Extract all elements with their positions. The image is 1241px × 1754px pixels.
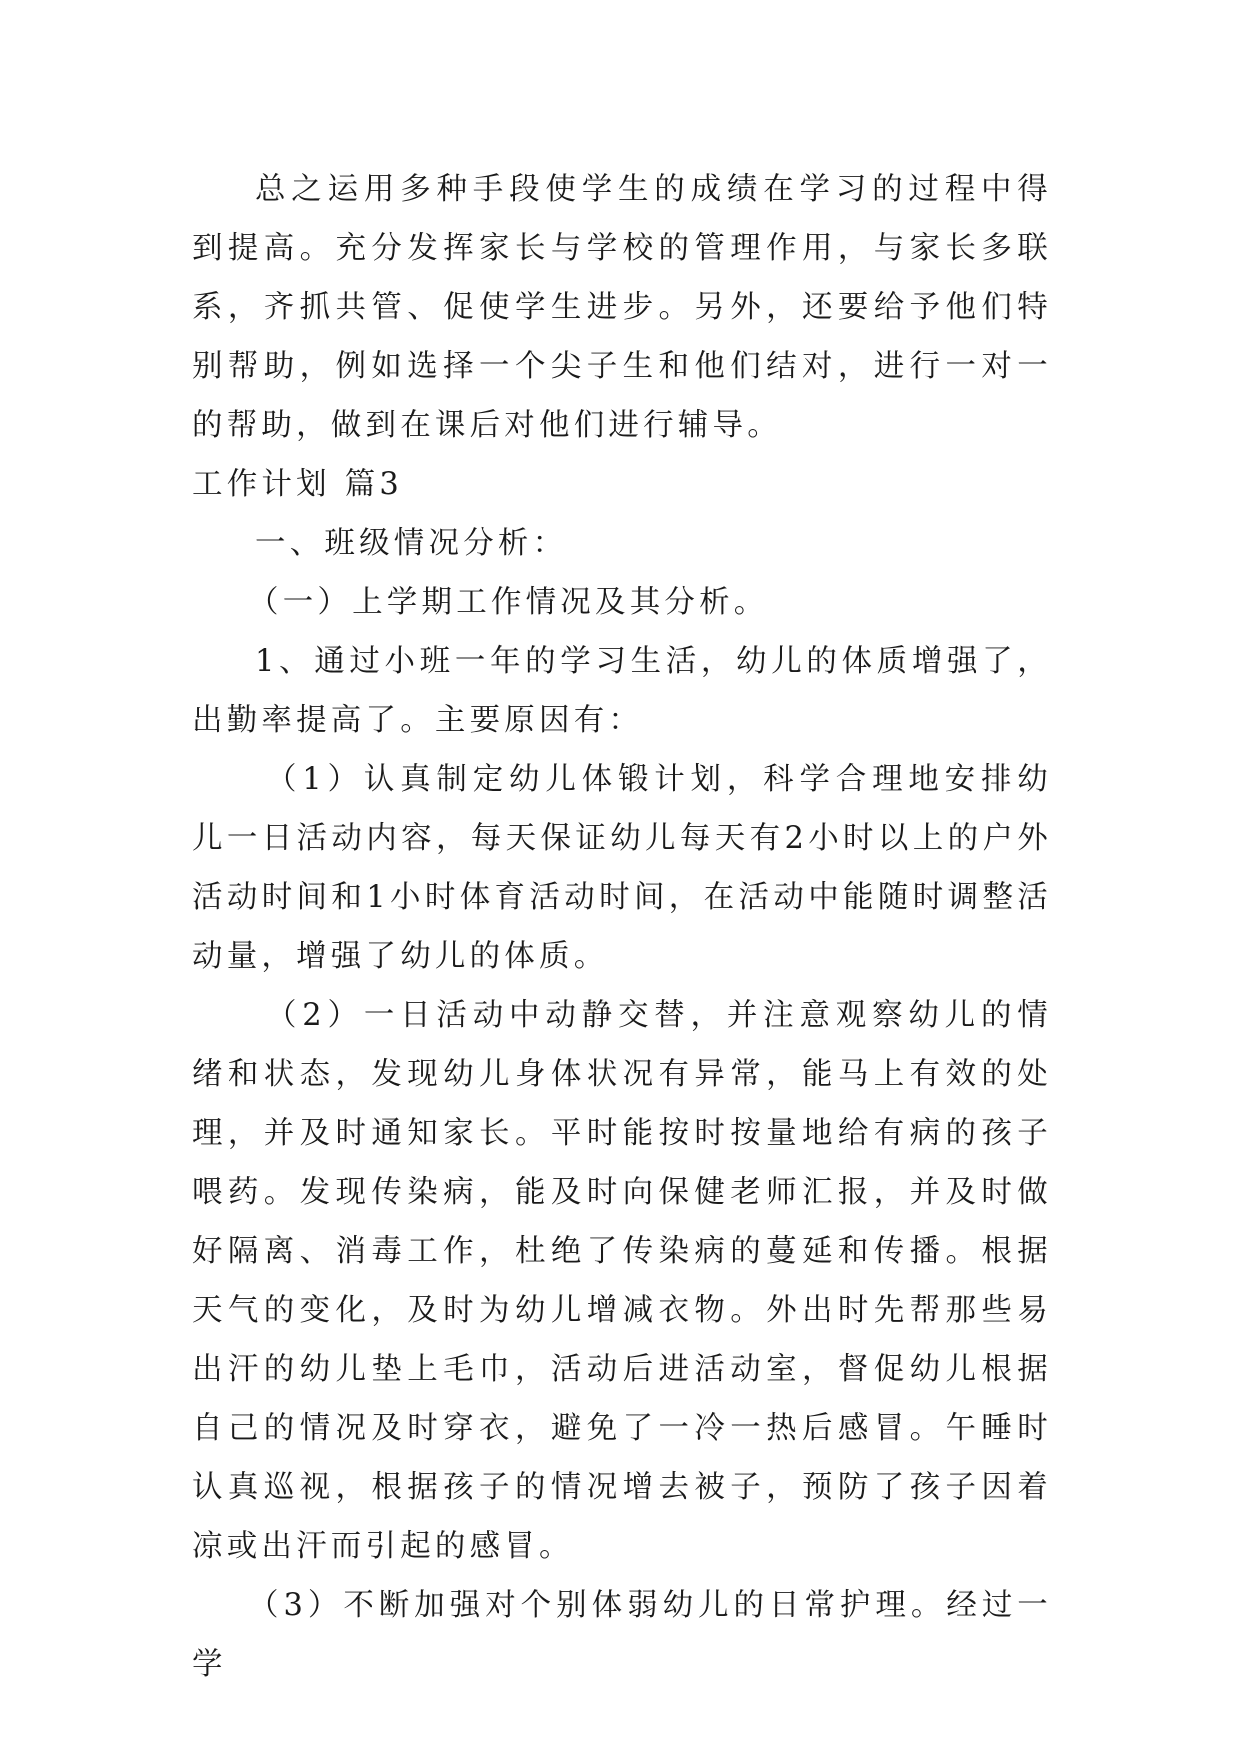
paragraph-class-analysis: 一、班级情况分析： [255, 526, 568, 561]
section-heading: 工作计划 篇3 [192, 467, 403, 502]
paragraph-item-2: （2）一日活动中动静交替，并注意观察幼儿的情绪和状态，发现幼儿身体状况有异常，能马上有效的处理，并及时通知家长。平时能按时按量地给有病的孩子喂药。发现传染病，能及时向保健老师汇报，并及时做好隔离、消毒工作，杜绝了传染病的蔓延和传播。根据天气的变化，及时为幼儿增减衣物。外出时先帮那些易出汗的幼儿垫上毛巾，活动后进活动室，督促幼儿根据自己的情况及时穿衣，避免了一冷一热后感冒。午睡时认真巡视，根据孩子的情况增去被子，预防了孩子因着凉或出汗而引起的感冒。 [192, 998, 1052, 1564]
paragraph-summary: 总之运用多种手段使学生的成绩在学习的过程中得到提高。充分发挥家长与学校的管理作用，与家长多联系，齐抓共管、促使学生进步。另外，还要给予他们特别帮助，例如选择一个尖子生和他们结对，进行一对一的帮助，做到在课后对他们进行辅导。 [192, 172, 1052, 443]
document-body [192, 160, 1052, 1694]
paragraph-item-3: （3）不断加强对个别体弱幼儿的日常护理。经过一学 [192, 1588, 1052, 1682]
paragraph-item-1: （1）认真制定幼儿体锻计划，科学合理地安排幼儿一日活动内容，每天保证幼儿每天有2小时以上的户外活动时间和1小时体育活动时间，在活动中能随时调整活动量，增强了幼儿的体质。 [192, 762, 1052, 974]
paragraph-point-1: 1、通过小班一年的学习生活，幼儿的体质增强了，出勤率提高了。主要原因有： [192, 644, 1052, 738]
paragraph-subheading: （一）上学期工作情况及其分析。 [248, 585, 769, 620]
